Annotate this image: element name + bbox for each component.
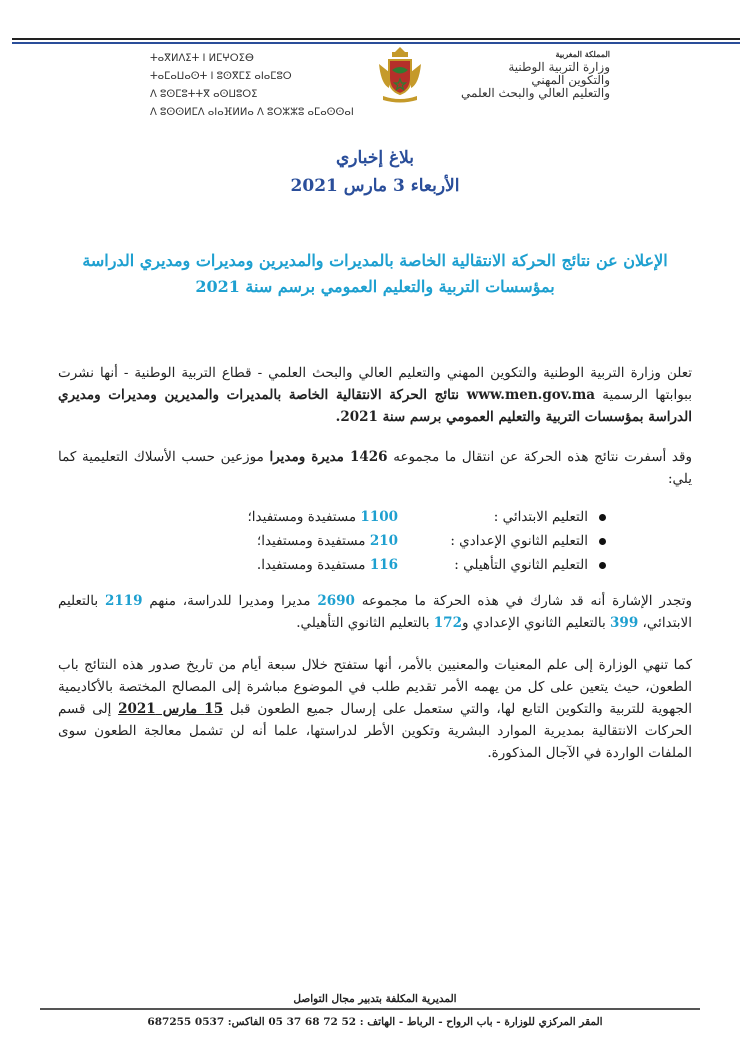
levels-list	[170, 505, 610, 577]
document-title: بلاغ إخباري	[336, 148, 414, 168]
list-item: التعليم الثانوي التأهيلي :116 مستفيدة ومستفيدا.	[170, 553, 610, 577]
list-item: التعليم الابتدائي :1100 مستفيدة ومستفيدا؛	[170, 505, 610, 529]
paragraph-announcement: تعلن وزارة التربية الوطنية والتكوين المهني والتعليم العالي والبحث العلمي - قطاع التربية الوطنية - أنها نشرت ببوابتها الرسمية www.men.gov.ma نتائج الحركة الانتقالية الخاصة بالمديرات والمديرين ومديرات ومديري الدراسة بمؤسسات التربية والتعليم العمومي برسم سنة 2021.	[58, 365, 692, 425]
footer-directorate: المديرية المكلفة بتدبير مجال التواصل	[293, 993, 457, 1005]
list-item: التعليم الثانوي الإعدادي :210 مستفيدة ومستفيدا؛	[170, 529, 610, 553]
tifinagh-ministry-name: ⵜⴰⴳⵍⴷⵉⵜ ⵏ ⵍⵎⵖⵔⵉⴱ ⵜⴰⵎⴰⵡⴰⵙⵜ ⵏ ⵓⵙⴳⵎⵉ ⴰⵏⴰⵎⵓⵔ ⴷ ⵓⵙⵎⵓⵜⵜⴳ ⴰⵙⵡⵓⵔⵉ ⴷ ⵓⵙⵙⵍⵎⴷ ⴰⵏⴰⴼⵍⵍⴰ ⴷ ⵓⵔⵣⵣⵓ ⴰⵎⴰⵙⵙⴰⵏ	[150, 53, 354, 118]
paragraph-results: وقد أسفرت نتائج هذه الحركة عن انتقال ما مجموعه 1426 مديرة ومديرا موزعين حسب الأسلاك التعليمية كما يلي:	[58, 449, 692, 487]
footer-address: المقر المركزي للوزارة - باب الرواح - الرباط - الهاتف : 52 72 68 37 05 الفاكس: 0537 687255	[147, 1016, 603, 1028]
paragraph-participants: وتجدر الإشارة أنه قد شارك في هذه الحركة ما مجموعه 2690 مديرا ومديرا للدراسة، منهم 2119 بالتعليم الابتدائي، 399 بالتعليم الثانوي الإعدادي و172 بالتعليم الثانوي التأهيلي.	[58, 593, 693, 631]
ministry-name: المملكة المغربية وزارة التربية الوطنية والتكوين المهني والتعليم العالي والبحث العلمي	[461, 49, 610, 100]
footer-rule	[40, 1008, 700, 1010]
document-date: الأربعاء 3 مارس 2021	[290, 176, 460, 196]
paragraph-appeals: كما تنهي الوزارة إلى علم المعنيات والمعنيين بالأمر، أنها ستفتح خلال سبعة أيام من تاريخ صدور هذه النتائج باب الطعون، حيث يتعين على كل من يهمه الأمر تقديم طلب في الموضوع مباشرة إلى المصالح المختصة بالأكاديمية الجهوية للتربية والتكوين التابع لها، والتي ستعمل على إرسال جميع الطعون قبل 15 مارس 2021 إلى قسم الحركات الانتقالية بمديرية الموارد البشرية وتكوين الأطر لدراستها، علما أنه لن تشمل معالجة الطعون سوى الملفات الواردة في الآجال المذكورة.	[58, 657, 692, 761]
website-link[interactable]: www.men.gov.ma	[466, 387, 595, 403]
header-rule	[12, 38, 740, 40]
subject-heading: الإعلان عن نتائج الحركة الانتقالية الخاصة بالمديرات والمديرين ومديرات ومديري الدراسة بمؤسسات التربية والتعليم العمومي برسم سنة 2021	[82, 251, 668, 296]
